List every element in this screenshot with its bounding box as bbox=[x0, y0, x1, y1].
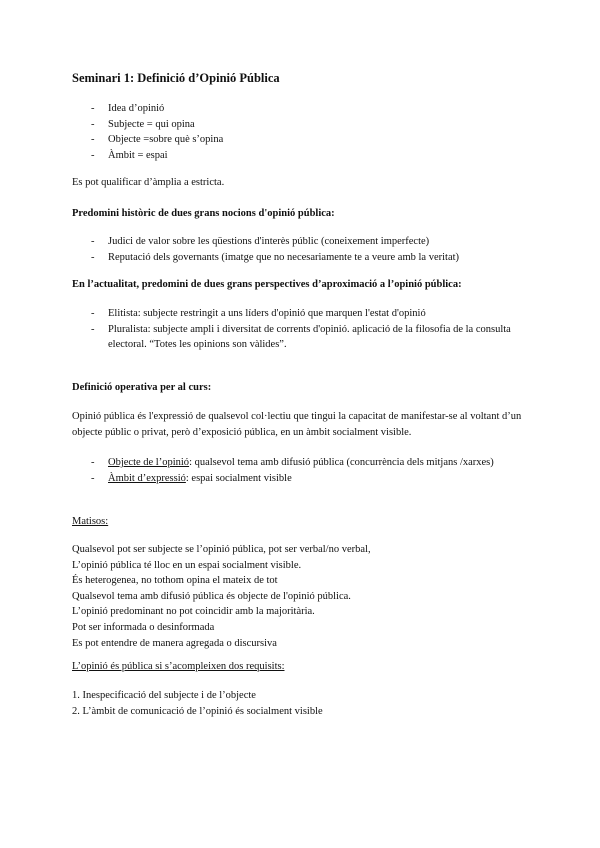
matisos-lines bbox=[72, 542, 542, 651]
list-item: - Idea d’opinió bbox=[72, 101, 542, 117]
operative-paragraph: Opinió pública és l'expressió de qualsevol col·lectiu que tingui la capacitat de manifestar-se al voltant d’un objecte públic o privat, però d’exposició pública, en un àmbit socialment visible. bbox=[72, 411, 522, 438]
text-line: Pot ser informada o desinformada bbox=[72, 621, 215, 633]
list-item: - Reputació dels governants (imatge que no necesariamente te a veure amb la veritat) bbox=[72, 250, 542, 266]
list-item: - Pluralista: subjecte ampli i diversitat de corrents d'opinió. aplicació de la filosofia de la consulta electoral. “Totes les opinions son vàlides”. bbox=[72, 322, 542, 353]
text-line: 2. L’àmbit de comunicació de l’opinió és socialment visible bbox=[72, 705, 323, 717]
operative-list bbox=[72, 455, 542, 486]
page-title: Seminari 1: Definició d’Opinió Pública bbox=[72, 71, 280, 85]
list-item: - Judici de valor sobre les qüestions d'interès públic (coneixement imperfecte) bbox=[72, 234, 542, 250]
list-item: - Subjecte = qui opina bbox=[72, 117, 542, 133]
text-line: Es pot entendre de manera agregada o discursiva bbox=[72, 637, 277, 649]
text-line: Qualsevol pot ser subjecte se l’opinió pública, pot ser verbal/no verbal, bbox=[72, 544, 371, 555]
term: Objecte de l’opinió bbox=[108, 457, 190, 468]
term: Àmbit d’expressió bbox=[108, 472, 186, 484]
requisits-lines bbox=[72, 688, 542, 719]
historic-list bbox=[72, 234, 542, 265]
historic-heading: Predomini històric de dues grans nocions d'opinió pública: bbox=[72, 208, 335, 219]
list-item: - Elitista: subjecte restringit a uns líders d'opinió que marquen l'estat d'opinió bbox=[72, 306, 542, 322]
term-description: : espai socialment visible bbox=[185, 472, 292, 484]
current-heading: En l’actualitat, predomini de dues grans perspectives d’aproximació a l’opinió pública: bbox=[72, 279, 462, 290]
requisits-heading: L’opinió és pública si s’acompleixen dos requisits: bbox=[72, 661, 285, 672]
text-line: Qualsevol tema amb difusió pública és objecte de l'opinió pública. bbox=[72, 590, 351, 602]
text-line: 1. Inespecificació del subjecte i de l’objecte bbox=[72, 690, 256, 701]
qualify-paragraph: Es pot qualificar d’àmplia a estricta. bbox=[72, 177, 225, 188]
matisos-heading: Matisos: bbox=[72, 516, 109, 527]
list-item: - Objecte =sobre què s’opina bbox=[72, 132, 542, 148]
operative-heading: Definició operativa per al curs: bbox=[72, 382, 212, 393]
text-line: És heterogenea, no tothom opina el mateix de tot bbox=[72, 575, 278, 587]
text-line: L’opinió pública té lloc en un espai socialment visible. bbox=[72, 559, 302, 571]
current-list bbox=[72, 306, 542, 353]
text-line: L’opinió predominant no pot coincidir amb la majoritària. bbox=[72, 606, 315, 618]
term-description: : qualsevol tema amb difusió pública (concurrència dels mitjans /xarxes) bbox=[189, 457, 494, 468]
list-item bbox=[72, 455, 542, 471]
list-item: - Àmbit = espai bbox=[72, 148, 542, 164]
intro-list bbox=[72, 101, 542, 163]
list-item bbox=[72, 471, 542, 487]
